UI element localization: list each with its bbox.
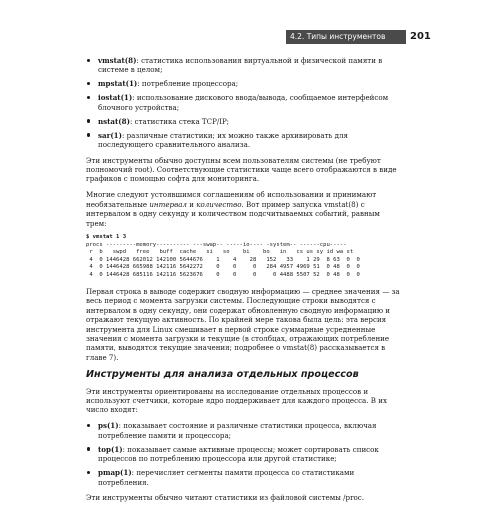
paragraph-text: Многие следуют устоявшимся соглашениям об использовании и принимают необязательные <box>86 190 377 209</box>
bullet-icon <box>87 96 90 99</box>
tool-list-system <box>86 56 401 150</box>
command-name: ps(1) <box>98 421 119 431</box>
paragraph: Эти инструменты обычно читают статистики из файловой системы /proc. <box>86 493 364 502</box>
command-name: sar(1) <box>98 130 122 140</box>
bullet-icon <box>87 133 90 136</box>
command-name: top(1) <box>98 444 123 454</box>
list-item-text: : показывает состояние и различные статистики процесса, включая потребление памяти и процессора; <box>98 421 377 440</box>
tool-list-process <box>86 421 401 487</box>
bullet-icon <box>87 82 90 85</box>
paragraph-text: . Вот пример запуска vmstat(8) с интервалом в одну секунду и количеством подсчитываемых событий, равным трем: <box>86 199 380 228</box>
list-item-text: : статистика использования виртуальной и физической памяти в системе в целом; <box>98 56 383 75</box>
code-command: $ vmstat 1 3 <box>86 234 127 241</box>
bullet-icon <box>87 119 90 122</box>
list-item-text: : показывает самые активные процессы; может сортировать список процессов по потреблению процессора или другой статистике; <box>98 444 379 464</box>
page-number: 201 <box>410 31 431 42</box>
list-item <box>86 468 401 487</box>
running-header: 4.2. Типы инструментов <box>286 30 406 44</box>
paragraph-text: и <box>186 199 197 209</box>
list-item-text: : статистика стека TCP/IP; <box>129 116 229 126</box>
list-item <box>86 117 401 126</box>
bullet-icon <box>87 424 90 427</box>
bullet-icon <box>87 447 90 450</box>
list-item-text: : различные статистики; их можно также архивировать для последующего сравнительного анализа. <box>98 130 348 150</box>
command-name: nstat(8) <box>98 116 130 126</box>
command-name: iostat(1) <box>98 93 133 103</box>
list-item <box>86 421 401 440</box>
paragraph: Первая строка в выводе содержит сводную информацию — среднее значения — за весь период с момента загрузки системы. Последующие строки выводятся с интервалом в одну секунду, они содержат обновленную сводную информацию и отражают текущую активность. По крайней мере такова была цель: эта версия инструмента для Linux смешивает в первой строке суммарные усредненные значения с момента загрузки и текущие (в столбцах, отражающих потребление памяти, выводятся текущие значения; подробнее о vmstat(8) рассказывается в главе 7). <box>86 286 400 362</box>
code-output: procs ---------memory---------- ---swap-- -----io---- -system-- ------cpu----- r b swpd free buff cache si so bi bo in cs us sy id wa st 4 0 1446428 662012 142100 5644676 1 4 28 152 33 1 29 8 63 0 0 4 0 1446428 665988 142116 5642272 0 0 0 284 4957 4969 51 0 48 0 0 4 0 1446428 685116 142116 5623676 0 0 0 0 4488 5507 52 0 48 0 0 <box>86 241 360 278</box>
page-content <box>86 56 401 509</box>
list-item-text: : потребление процессора; <box>137 79 239 89</box>
paragraph <box>86 190 401 228</box>
list-item <box>86 56 401 75</box>
command-name: vmstat(8) <box>98 56 137 65</box>
list-item <box>86 131 401 150</box>
bullet-icon <box>87 471 90 474</box>
emphasis-text: интервал <box>149 199 187 209</box>
list-item <box>86 445 401 464</box>
list-item <box>86 79 401 88</box>
emphasis-text: количество <box>196 199 242 209</box>
list-item <box>86 93 401 112</box>
bullet-icon <box>87 59 90 62</box>
command-name: pmap(1) <box>98 468 132 478</box>
list-item-text: : перечисляет сегменты памяти процесса со статистиками потребления. <box>98 468 355 487</box>
command-name: mpstat(1) <box>98 79 138 89</box>
paragraph: Эти инструменты обычно доступны всем пользователям системы (не требуют полномочий root). Соответствующие статистики чаще всего отображаются в виде графиков с помощью софта для мониторинга. <box>86 155 397 184</box>
code-listing <box>86 234 401 278</box>
section-heading: Инструменты для анализа отдельных процессов <box>86 368 359 380</box>
list-item-text: : использование дискового ввода/вывода, сообщаемое интерфейсом блочного устройства; <box>98 93 389 112</box>
paragraph: Эти инструменты ориентированы на исследование отдельных процессов и используют счетчики, которые ядро поддерживает для каждого процесса. В их число входят: <box>86 386 387 415</box>
